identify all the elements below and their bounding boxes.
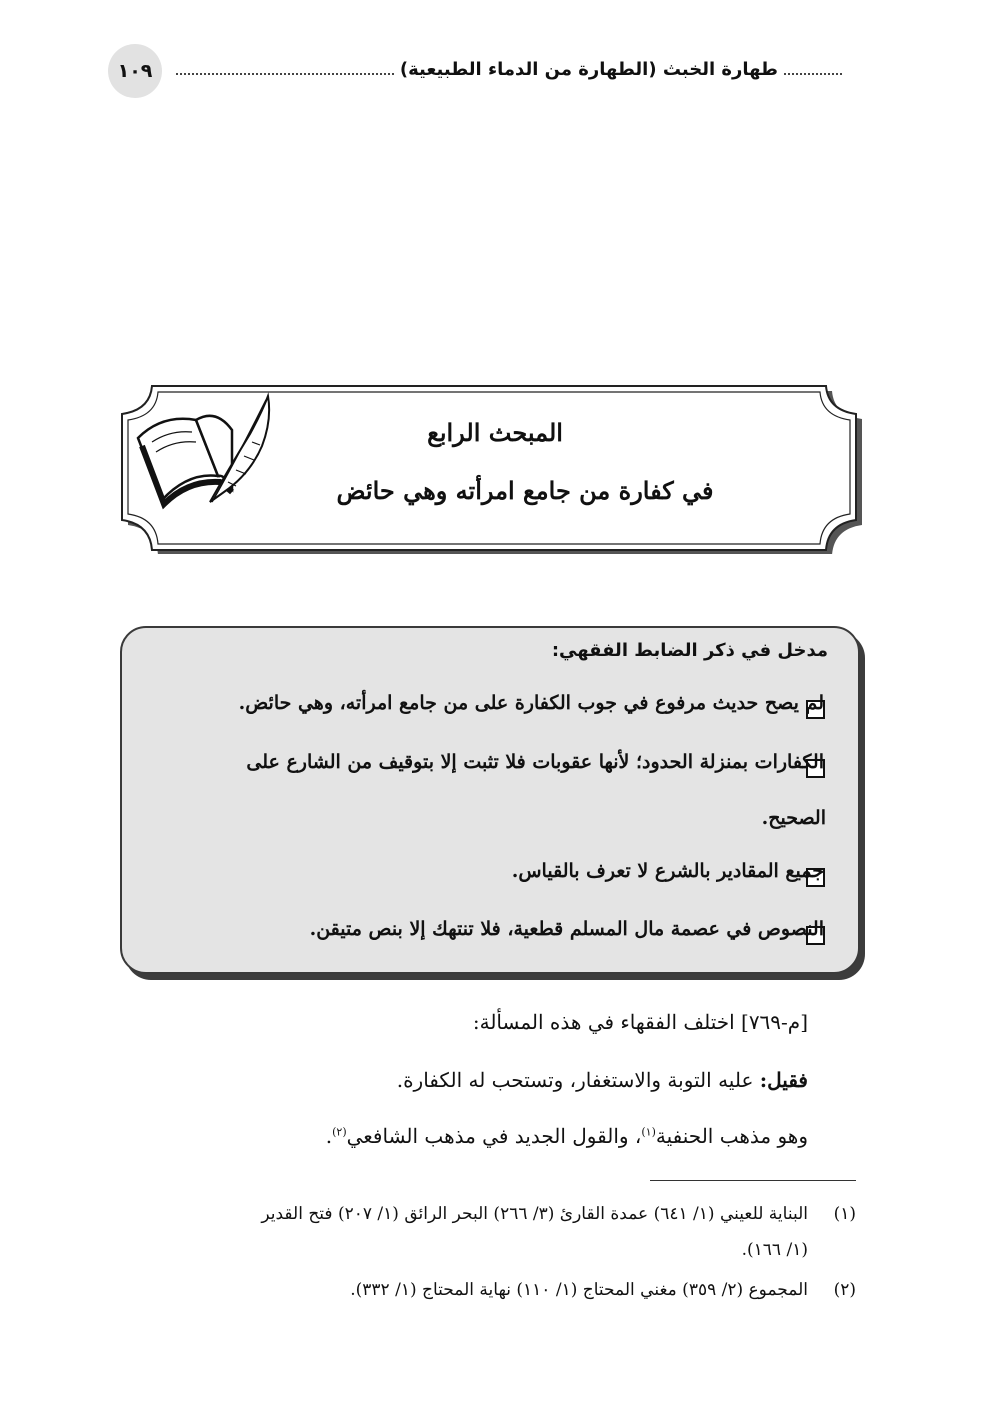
footnote-1-line-2: (١/ ١٦٦). bbox=[741, 1240, 808, 1260]
intro-item-4: النصوص في عصمة مال المسلم قطعية، فلا تنتهك إلا بنص متيقن. bbox=[309, 918, 824, 940]
footnote-ref-1: (١) bbox=[641, 1125, 656, 1139]
intro-item-2: الكفارات بمنزلة الحدود؛ لأنها عقوبات فلا تثبت إلا بتوقيف من الشارع على bbox=[246, 751, 824, 773]
footnote-number-2: (٢) bbox=[833, 1280, 856, 1300]
madhhab-text-cont: ، والقول الجديد في مذهب الشافعي bbox=[346, 1124, 642, 1148]
intro-item-1: لم يصح حديث مرفوع في جوب الكفارة على من جامع امرأته، وهي حائض. bbox=[238, 692, 824, 714]
opinion-label: فقيل: bbox=[759, 1068, 808, 1092]
intro-item-3: جميع المقادير بالشرع لا تعرف بالقياس. bbox=[511, 860, 824, 882]
intro-heading: مدخل في ذكر الضابط الفقهي: bbox=[551, 640, 828, 661]
chapter-title: المبحث الرابع bbox=[427, 418, 563, 447]
header-leader-dots-left bbox=[176, 73, 394, 75]
intro-item-2-continued: الصحيح. bbox=[761, 807, 826, 829]
opinion-text: عليه التوبة والاستغفار، وتستحب له الكفارة. bbox=[396, 1068, 760, 1092]
page-number: ١٠٩ bbox=[108, 44, 162, 98]
footnote-ref-2: (٢) bbox=[332, 1125, 347, 1139]
body-paragraph-madhhab bbox=[326, 1124, 808, 1148]
madhhab-text: وهو مذهب الحنفية bbox=[655, 1124, 808, 1148]
body-paragraph-first-opinion bbox=[397, 1068, 808, 1092]
header-leader-dots-right bbox=[784, 73, 842, 75]
body-paragraph-issue: [م-٧٦٩] اختلف الفقهاء في هذه المسألة: bbox=[472, 1010, 808, 1034]
running-header bbox=[176, 52, 842, 86]
footnote-1-line-1: البناية للعيني (١/ ٦٤١) عمدة القارئ (٣/ ٢٦٦) البحر الرائق (١/ ٢٠٧) فتح القدير bbox=[261, 1204, 808, 1224]
footnote-2-line-1: المجموع (٢/ ٣٥٩) مغني المحتاج (١/ ١١٠) نهاية المحتاج (١/ ٣٣٢). bbox=[350, 1280, 808, 1300]
running-title: طهارة الخبث (الطهارة من الدماء الطبيعية) bbox=[399, 58, 778, 80]
chapter-subtitle: في كفارة من جامع امرأته وهي حائض bbox=[336, 476, 714, 505]
footnote-separator bbox=[650, 1180, 856, 1181]
footnote-number-1: (١) bbox=[833, 1204, 856, 1224]
madhhab-text-end: . bbox=[325, 1124, 333, 1148]
